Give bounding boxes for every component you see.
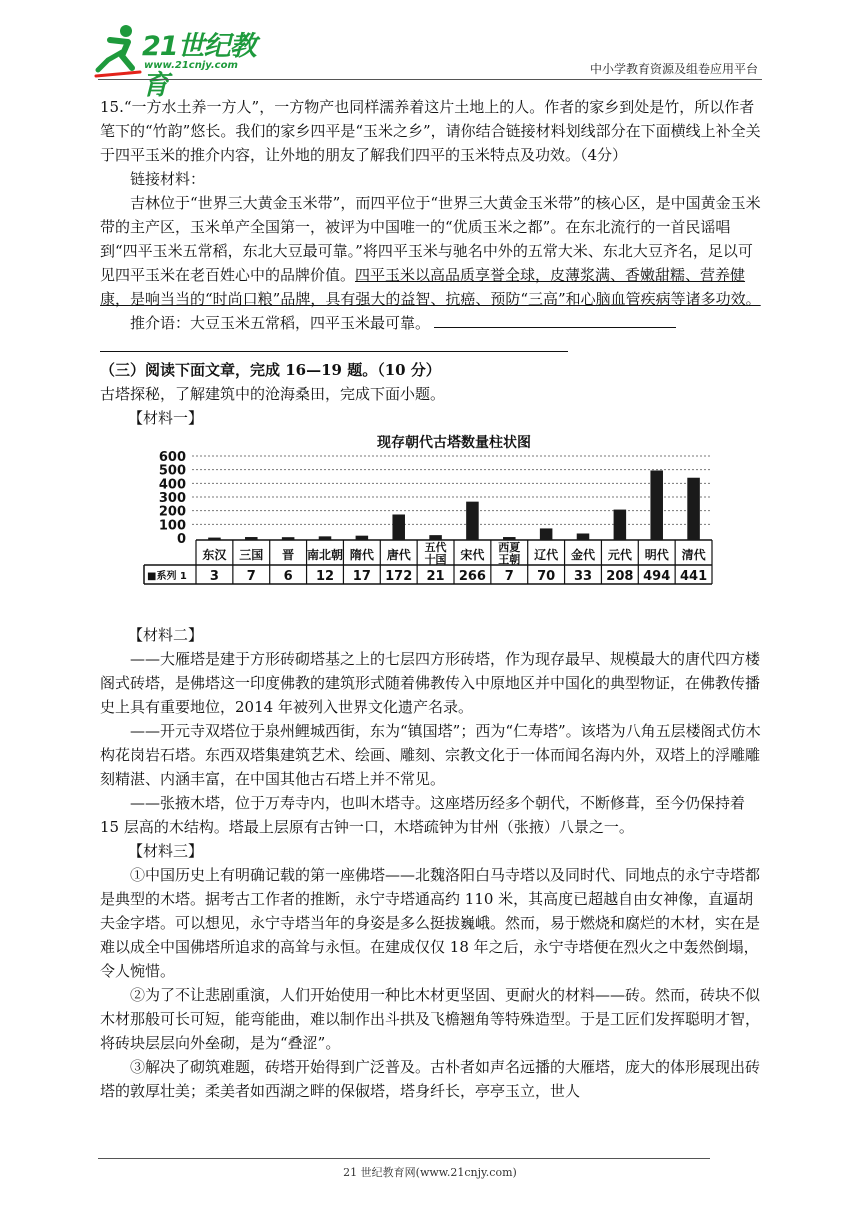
material2-para-3: ——张掖木塔，位于万寿寺内，也叫木塔寺。这座塔历经多个朝代，不断修葺，至今仍保持着 15 层高的木结构。塔最上层原有古钟一口，木塔疏钟为甘州（张掖）八景之一。 [100,794,746,836]
y-tick-label: 200 [158,504,186,520]
section-divider [100,351,568,352]
y-tick-label: 600 [158,450,186,465]
footer-divider [98,1158,710,1159]
category-label: 清代 [681,548,706,562]
site-logo[interactable] [92,22,262,101]
logo-text: 21世纪教育 [142,31,256,101]
bar [319,536,332,540]
runner-logo-icon [92,22,144,78]
data-value-label: 70 [537,569,556,584]
answer-blank[interactable] [434,311,676,328]
data-value-label: 17 [352,569,371,584]
material2-para-1: ——大雁塔是建于方形砖砌塔基之上的七层四方形砖塔，作为现存最早、规模最大的唐代四方楼阁式砖塔，是佛塔这一印度佛教的建筑形式随着佛教传入中原地区并中国化的典型物证，在佛教传播史上具有重要地位，2014 年被列入世界文化遗产名录。 [100,650,761,716]
category-label: 西夏 [498,541,521,554]
y-tick-label: 100 [158,518,186,534]
recommend-line [100,311,762,335]
category-label: 五代 [424,541,447,554]
logo-url: www.21cnjy.com [144,60,238,71]
y-tick-label: 400 [158,477,186,493]
footer-text[interactable]: 21 世纪教育网(www.21cnjy.com) [343,1166,517,1179]
y-tick-label: 500 [158,463,186,479]
section3-intro: 古塔探秘，了解建筑中的沧海桑田，完成下面小题。 [100,385,446,403]
material-underlined-text: 四平玉米以高品质享誉全球，皮薄浆满、香嫩甜糯、营养健康，是响当当的“时尚口粮”品牌，具有强大的益智、抗癌、预防“三高”和心脑血管疾病等诸多功效。 [100,266,761,308]
chart-title: 现存朝代古塔数量柱状图 [377,435,531,451]
y-tick-label: 300 [158,491,186,506]
link-material-text [100,191,762,311]
legend-series-name: ■系列 1 [147,571,187,582]
bar [577,533,590,540]
recommend-text: 推介语：大豆玉米五常稻，四平玉米最可靠。 [130,314,431,332]
data-value-label: 12 [315,569,335,584]
question-15: 15.“一方水土养一方人”，一方物产也同样濡养着这片土地上的人。作者的家乡到处是竹，所以作者笔下的“竹韵”悠长。我们的家乡四平是“玉米之乡”，请你结合链接材料划线部分在下面横线上补全关于四平玉米的推介内容，让外地的朋友了解我们四平的玉米特点及功效。（4分） [100,98,761,164]
bar [429,535,442,540]
category-label: 金代 [570,548,596,562]
category-label: 南北朝 [306,548,344,562]
link-material-label: 链接材料： [130,170,206,188]
data-value-label: 208 [606,569,634,584]
material-plain-text: 吉林位于“世界三大黄金玉米带”，而四平位于“世界三大黄金玉米带”的核心区，是中国黄金玉米带的主产区，玉米单产全国第一，被评为中国唯一的“优质玉米之都”。在东北流行的一首民谣唱到“四平玉米五常稻，东北大豆最可靠。”将四平玉米与驰名中外的五常大米、东北大豆齐名，足以可见四平玉米在老百姓心中的品牌价值。 [100,194,761,284]
bar [392,514,405,540]
data-value-label: 441 [680,569,708,584]
bar [540,528,553,540]
data-value-label: 7 [504,569,514,584]
category-label: 辽代 [534,548,559,562]
material2-label: 【材料二】 [128,626,204,644]
bar [208,538,221,540]
page-header [0,0,860,101]
category-label: 三国 [239,548,264,562]
main-content [100,95,762,1103]
data-value-label: 494 [643,569,671,584]
category-label: 元代 [607,548,632,562]
category-label: 隋代 [349,548,374,562]
bar [282,537,295,540]
platform-name: 中小学教育资源及组卷应用平台 [589,62,758,76]
category-label: 宋代 [460,548,485,562]
bar [466,502,479,540]
data-value-label: 266 [458,569,486,584]
bar [245,537,258,540]
data-value-label: 21 [426,569,445,584]
bar [356,536,369,540]
bar-chart-svg [100,432,762,617]
material3-para-3: ③解决了砌筑难题，砖塔开始得到广泛普及。古朴者如声名远播的大雁塔，庞大的体形展现出砖塔的敦厚壮美；柔美者如西湖之畔的保俶塔，塔身纤长，亭亭玉立，世人 [100,1058,761,1100]
category-label: 晋 [282,548,295,562]
category-label: 王朝 [498,553,521,566]
material3-para-2: ②为了不让悲剧重演，人们开始使用一种比木材更坚固、更耐火的材料——砖。然而，砖块不似木材那般可长可短，能弯能曲，难以制作出斗拱及飞檐翘角等特殊造型。于是工匠们发挥聪明才智，将砖块层层向外垒砌，是为“叠涩”。 [100,986,761,1052]
data-value-label: 33 [573,569,593,584]
data-value-label: 3 [209,569,219,584]
category-label: 东汉 [202,548,227,562]
material2-para-2: ——开元寺双塔位于泉州鲤城西街，东为“镇国塔”；西为“仁寿塔”。该塔为八角五层楼阁式仿木构花岗岩石塔。东西双塔集建筑艺术、绘画、雕刻、宗教文化于一体而闻名海内外，双塔上的浮雕雕刻精湛、内涵丰富，在中国其他古石塔上并不常见。 [100,722,761,788]
data-value-label: 172 [385,569,413,584]
material3-label: 【材料三】 [128,842,204,860]
tower-count-chart [100,432,762,617]
bar [614,510,627,540]
data-value-label: 7 [246,569,256,584]
bar [687,478,700,540]
data-value-label: 6 [283,569,293,584]
category-label: 明代 [644,548,669,562]
material3-para-1: ①中国历史上有明确记载的第一座佛塔——北魏洛阳白马寺塔以及同时代、同地点的永宁寺塔都是典型的木塔。据考古工作者的推断，永宁寺塔通高约 110 米，其高度已超越自由女神像，直逼胡夫金字塔。可以想见，永宁寺塔当年的身姿是多么挺拔巍峨。然而，易于燃烧和腐烂的木材，实在是难以成全中国佛塔所追求的高耸与永恒。在建成仅仅 18 年之后，永宁寺塔便在烈火之中轰然倒塌，令人惋惜。 [100,866,761,980]
category-label: 十国 [424,553,447,566]
y-tick-label: 0 [176,532,186,547]
section3-title: （三）阅读下面文章，完成 16—19 题。（10 分） [100,361,441,379]
header-divider [98,79,762,80]
bar [503,537,516,540]
category-label: 唐代 [386,548,411,562]
bar [650,470,663,540]
material1-label: 【材料一】 [128,409,204,427]
